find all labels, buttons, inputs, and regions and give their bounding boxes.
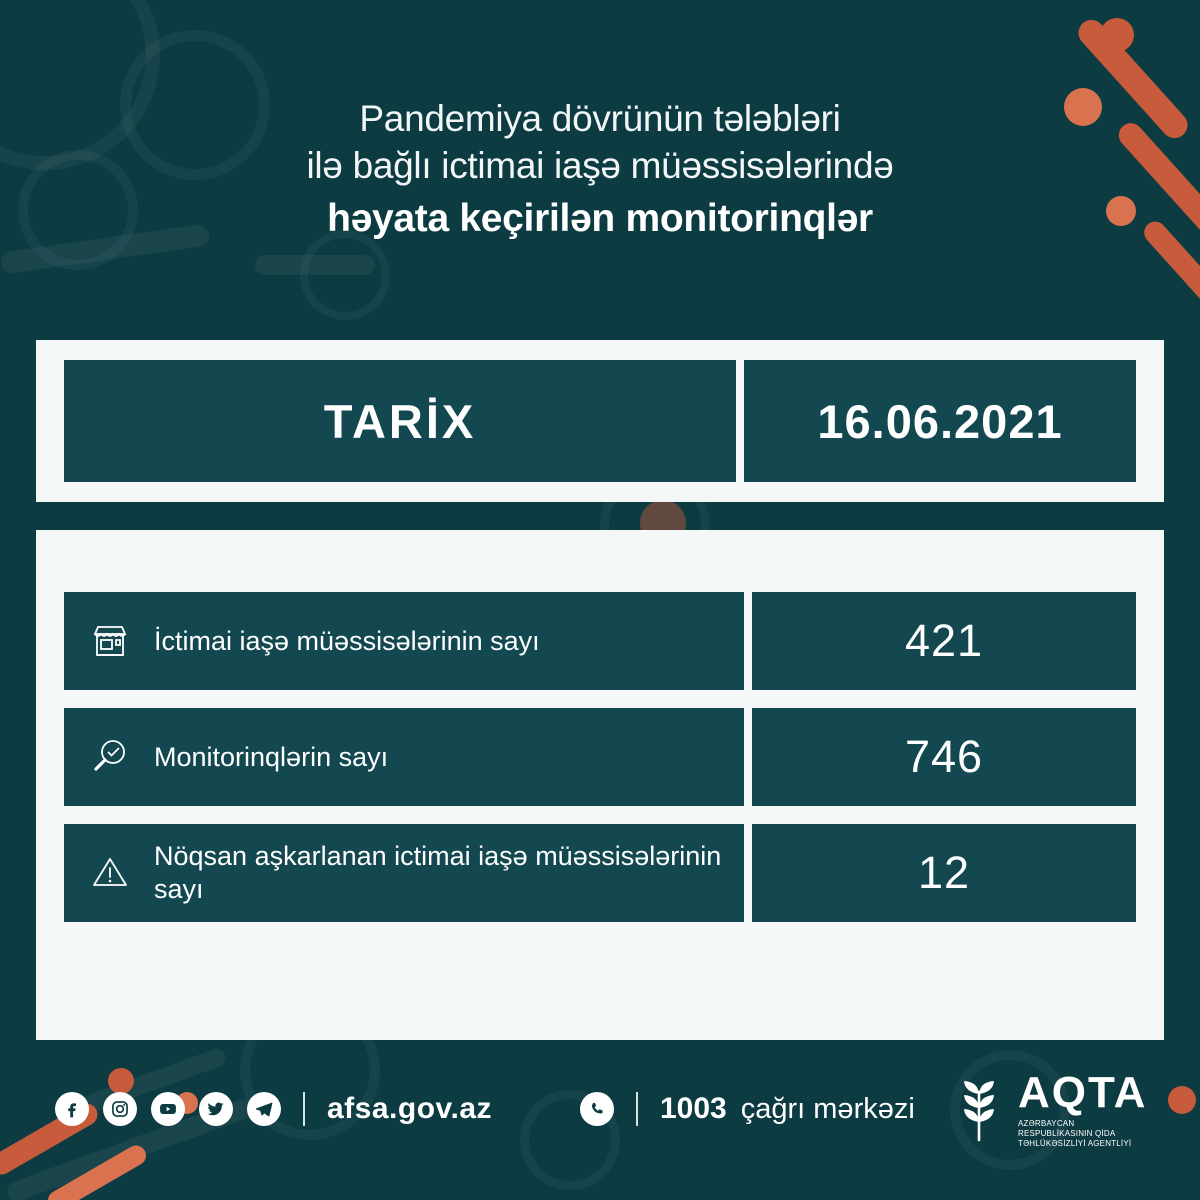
- stat-label-cell: [64, 824, 744, 922]
- stat-label-text: Nöqsan aşkarlanan ictimai iaşə müəssisələrinin sayı: [154, 841, 722, 904]
- stat-label-text: İctimai iaşə müəssisələrinin sayı: [154, 625, 540, 656]
- stat-value-text: 421: [904, 615, 984, 666]
- logo-subtitle: AZƏRBAYCAN RESPUBLİKASININ QİDA TƏHLÜKƏSİZLİYİ AGENTLİYİ: [1018, 1118, 1132, 1148]
- call-number: 1003: [660, 1092, 727, 1125]
- call-text: çağrı mərkəzi: [740, 1092, 915, 1125]
- stat-row: [64, 592, 1136, 690]
- stats-panel: [36, 530, 1164, 1040]
- title-line-2: ilə bağlı ictimai iaşə müəssisələrində: [306, 145, 894, 187]
- call-center: [580, 1092, 915, 1126]
- footer: [0, 1040, 1200, 1200]
- instagram-icon[interactable]: [103, 1092, 137, 1126]
- title-line-3: həyata keçirilən monitorinqlər: [327, 196, 873, 240]
- stat-value-text: 746: [904, 731, 984, 782]
- stat-label-cell: [64, 708, 744, 806]
- stat-row: [64, 708, 1136, 806]
- social-links: [55, 1092, 492, 1126]
- logo-text: [1018, 1067, 1148, 1149]
- date-label-cell: [64, 360, 736, 482]
- stat-value-cell: [752, 824, 1136, 922]
- shop-icon: [86, 617, 134, 665]
- stat-row: [64, 824, 1136, 922]
- footer-divider: [303, 1092, 305, 1126]
- date-panel: [36, 340, 1164, 502]
- date-row: [64, 360, 1136, 482]
- stat-value-text: 12: [917, 847, 971, 898]
- wheat-icon: [952, 1070, 1006, 1149]
- date-value-text: 16.06.2021: [817, 394, 1063, 448]
- stat-value-cell: [752, 708, 1136, 806]
- warning-triangle-icon: [86, 849, 134, 897]
- phone-icon: [580, 1092, 614, 1126]
- decor-bar-2: [255, 255, 375, 275]
- stat-label-text: Monitorinqlərin sayı: [154, 741, 389, 772]
- date-label-text: TARİX: [323, 394, 477, 448]
- twitter-icon[interactable]: [199, 1092, 233, 1126]
- facebook-icon[interactable]: [55, 1092, 89, 1126]
- website-link[interactable]: afsa.gov.az: [327, 1092, 493, 1125]
- call-divider: [636, 1092, 638, 1126]
- title-line-1: Pandemiya dövrünün tələbləri: [359, 98, 841, 139]
- stat-value-cell: [752, 592, 1136, 690]
- magnifier-check-icon: [86, 733, 134, 781]
- telegram-icon[interactable]: [247, 1092, 281, 1126]
- youtube-icon[interactable]: [151, 1092, 185, 1126]
- logo-name: AQTA: [1018, 1067, 1148, 1117]
- page-title: [0, 95, 1200, 244]
- stat-label-cell: [64, 592, 744, 690]
- aqta-logo: [952, 1067, 1148, 1149]
- date-value-cell: [744, 360, 1136, 482]
- decor-dot-orange-1: [1100, 18, 1134, 52]
